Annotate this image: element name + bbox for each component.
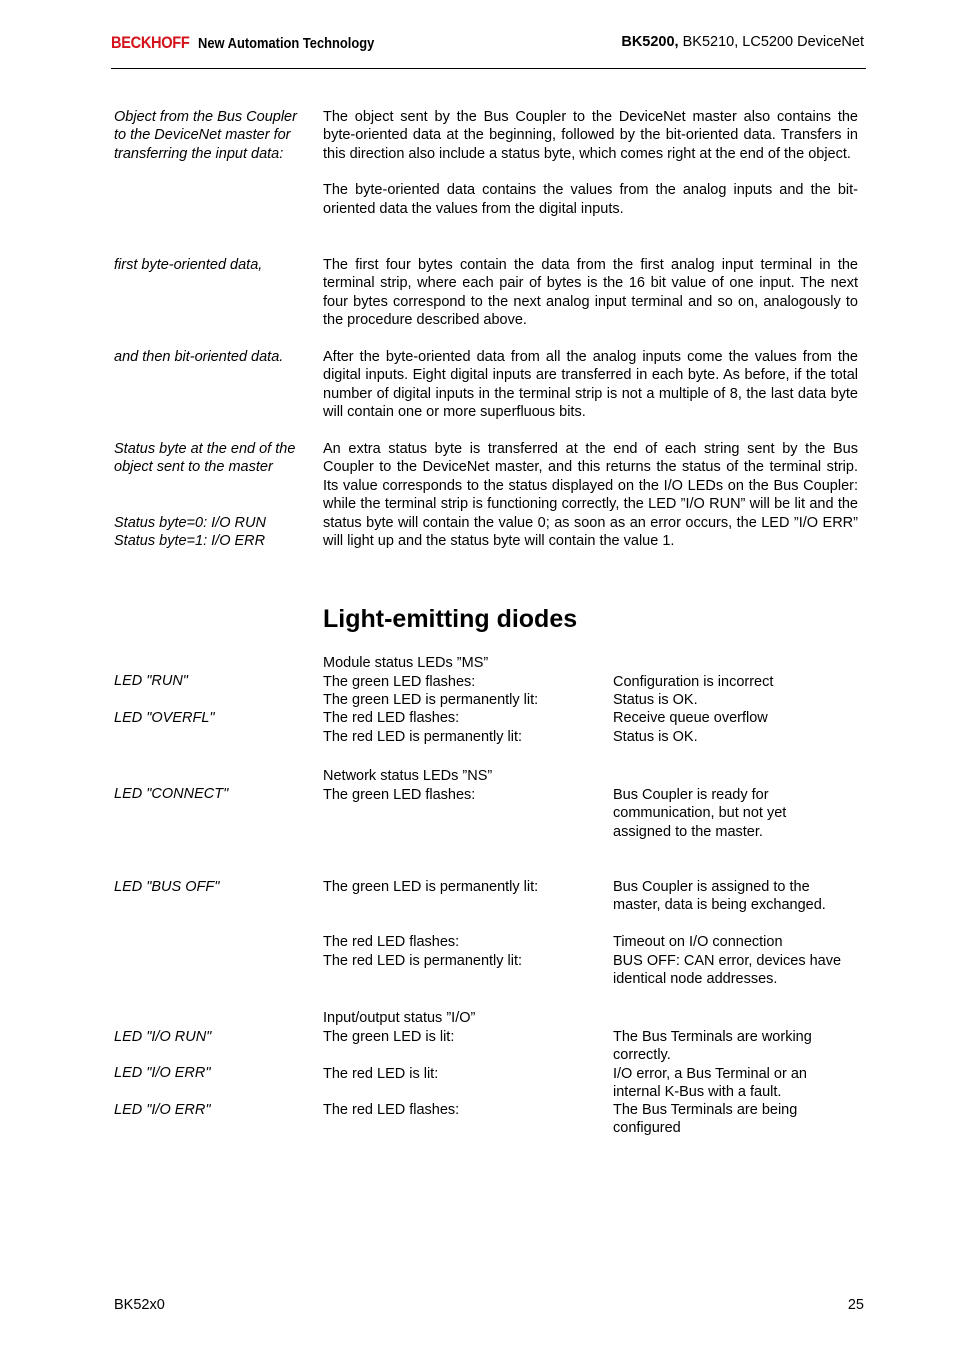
led-busoff-condition: The green LED is permanently lit: [323,879,539,895]
object-text [323,108,858,218]
led-run-lit-condition: The green LED is permanently lit: [323,692,539,708]
beckhoff-logo [111,33,375,53]
led-busoff-label: LED "BUS OFF" [114,879,220,895]
led-run-lit-meaning: Status is OK. [613,692,698,708]
status-byte-text: An extra status byte is transferred at the end of each string sent by the Bus Coupler to the DeviceNet master, and this returns the status of the terminal strip. Its value corresponds to the status displayed on the I/O LEDs on the Bus Coupler: while the terminal strip is functioning correctly, the LED ”I/O RUN” will be lit and the status byte will contain the value 0; as soon as an error occurs, the LED ”I/O ERR” will light up and the status byte will contain the value 1. [323,441,858,550]
led-run-label: LED "RUN" [114,673,188,689]
led-red-flash-meaning: Timeout on I/O connection [613,934,783,950]
header-product-bold: BK5200, [621,34,679,50]
header-rule [111,68,866,69]
bit-oriented-label: and then bit-oriented data. [114,349,284,365]
led-ioerr-lit-meaning: I/O error, a Bus Terminal or an internal K-Bus with a fault. [613,1066,807,1101]
io-status-title: Input/output status ”I/O” [323,1010,476,1026]
bit-oriented-text: After the byte-oriented data from all the analog inputs come the values from the digital inputs. Eight digital inputs are transferred in each byte. As before, if the total number of digital inputs in the terminal strip is not a multiple of 8, the last data byte will contain one or more superfluous bits. [323,349,858,421]
led-iorun-meaning: The Bus Terminals are working correctly. [613,1029,812,1064]
led-iorun-label: LED "I/O RUN" [114,1029,212,1045]
led-overfl-lit-meaning: Status is OK. [613,729,698,745]
led-ioerr-lit-condition: The red LED is lit: [323,1066,439,1082]
led-run-flash-condition: The green LED flashes: [323,674,476,690]
led-ioerr-flash-label: LED "I/O ERR" [114,1102,211,1118]
led-overfl-flash-condition: The red LED flashes: [323,710,460,726]
led-red-flash-condition: The red LED flashes: [323,934,460,950]
status-byte-run-label: Status byte=0: I/O RUN [114,515,266,531]
network-status-title: Network status LEDs ”NS” [323,768,493,784]
led-connect-meaning: Bus Coupler is ready for communication, but not yet assigned to the master. [613,787,787,840]
footer-page-number: 25 [847,1297,864,1313]
module-status-title: Module status LEDs ”MS” [323,655,489,671]
led-ioerr-flash-meaning: The Bus Terminals are being configured [613,1102,798,1137]
object-paragraph-2: The byte-oriented data contains the values from the analog inputs and the bit-oriented data the values from the digital inputs. [323,182,858,217]
section-heading: Light-emitting diodes [323,605,578,633]
header-product-rest: BK5210, LC5200 DeviceNet [678,34,864,50]
led-busoff-meaning: Bus Coupler is assigned to the master, data is being exchanged. [613,879,826,914]
led-connect-label: LED "CONNECT" [114,786,229,802]
led-red-lit-meaning: BUS OFF: CAN error, devices have identical node addresses. [613,953,842,988]
first-byte-label: first byte-oriented data, [114,257,263,273]
led-run-flash-meaning: Configuration is incorrect [613,674,774,690]
led-overfl-flash-meaning: Receive queue overflow [613,710,768,726]
led-ioerr-flash-condition: The red LED flashes: [323,1102,460,1118]
brand-name: BECKHOFF [111,33,190,52]
footer-doc-id: BK52x0 [114,1297,165,1313]
led-connect-condition: The green LED flashes: [323,787,476,803]
brand-tagline: New Automation Technology [198,35,375,52]
led-overfl-label: LED "OVERFL" [114,710,215,726]
object-label: Object from the Bus Coupler to the DeviceNet master for transferring the input data: [114,109,297,162]
led-overfl-lit-condition: The red LED is permanently lit: [323,729,523,745]
status-byte-label: Status byte at the end of the object sent to the master [114,441,296,476]
first-byte-text: The first four bytes contain the data from the first analog input terminal in the terminal strip, where each pair of bytes is the 16 bit value of one input. The next four bytes correspond to the next analog input terminal and so on, analogously to the procedure described above. [323,257,858,329]
led-red-lit-condition: The red LED is permanently lit: [323,953,523,969]
status-byte-err-label: Status byte=1: I/O ERR [114,533,266,549]
led-iorun-condition: The green LED is lit: [323,1029,455,1045]
led-ioerr-lit-label: LED "I/O ERR" [114,1065,211,1081]
header-product [621,34,864,50]
object-paragraph-1: The object sent by the Bus Coupler to the DeviceNet master also contains the byte-oriented data at the beginning, followed by the bit-oriented data. Transfers in this direction also include a status byte, which comes right at the end of the object. [323,109,858,162]
